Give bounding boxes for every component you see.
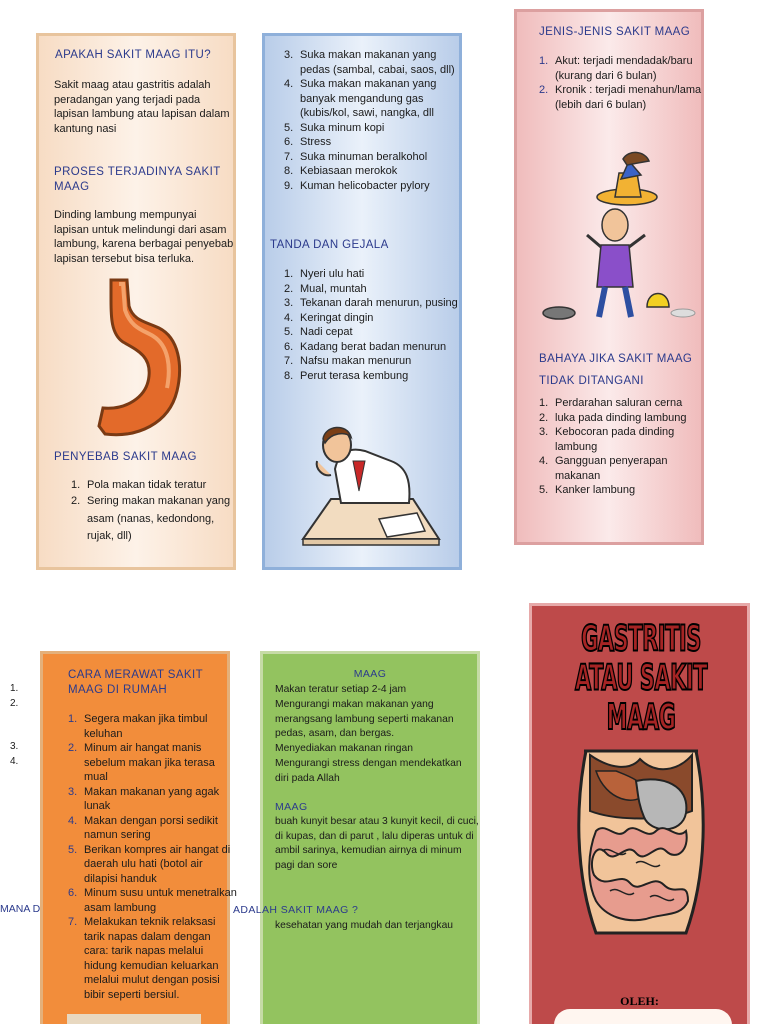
list-item: 1. Perdarahan saluran cerna xyxy=(539,397,683,409)
prevention-line: Mengurangi stress dengan mendekatkan diri pada Allah xyxy=(275,758,462,784)
heading-herbal: MAAG xyxy=(275,801,308,813)
list-item: 4. Suka makan makanan yang banyak mengandung gas (kubis/kol, sawi, nangka, dll xyxy=(284,78,437,119)
list-item: 6. Kadang berat badan menurun xyxy=(284,340,447,353)
heading-home-care-b: MAAG DI RUMAH xyxy=(68,684,168,696)
panel-causes-symptoms xyxy=(262,33,462,570)
margin-heading-fragment: MANA D xyxy=(0,903,41,915)
list-item: 2. Minum air hangat manis sebelum makan jika terasa mual xyxy=(68,742,215,783)
prevention-line: Makan teratur setiap 2-4 jam xyxy=(275,684,407,695)
confused-man-illustration xyxy=(537,147,697,322)
heading-symptoms: TANDA DAN GEJALA xyxy=(270,239,389,251)
dangers-list xyxy=(539,396,704,498)
author-label: OLEH: xyxy=(620,994,659,1008)
list-item: 4. Keringat dingin xyxy=(284,311,374,324)
heading-causes: PENYEBAB SAKIT MAAG xyxy=(54,451,197,463)
list-item: 8. Kebiasaan merokok xyxy=(284,165,398,177)
heading-what-is-maag: APAKAH SAKIT MAAG ITU? xyxy=(55,49,211,61)
margin-number: 3. xyxy=(10,741,19,752)
prevention-line: Menyediakan makanan ringan xyxy=(275,743,413,754)
heading-dangers-a: BAHAYA JIKA SAKIT MAAG xyxy=(539,353,693,365)
author-box xyxy=(554,1009,732,1024)
heading-types: JENIS-JENIS SAKIT MAAG xyxy=(539,26,691,38)
symptoms-list xyxy=(284,267,464,383)
herbal-text: buah kunyit besar atau 3 kunyit kecil, di cuci, di kupas, dan di parut , lalu diperas untuk di ambil sarinya, kemudian airnya di minum pagi dan sore xyxy=(275,816,479,871)
cover-title: GASTRITIS ATAU SAKIT MAAG xyxy=(574,618,708,738)
margin-number: 2. xyxy=(10,698,19,709)
causes-list-1 xyxy=(71,478,231,546)
process-text: Dinding lambung mempunyai lapisan untuk melindungi dari asam lambung, karena berbagai penyebab lapisan tersebut bisa terluka. xyxy=(54,209,234,265)
list-item: 5. Berikan kompres air hangat di daerah ulu hati (botol air dilapisi handuk xyxy=(68,843,231,885)
heading-prevention: MAAG xyxy=(353,668,387,680)
types-list xyxy=(539,54,704,112)
list-item: 1. Pola makan tidak teratur xyxy=(71,479,207,491)
list-item: 6. Minum susu untuk menetralkan asam lambung xyxy=(68,887,237,914)
causes-list-2 xyxy=(284,48,464,193)
heading-process-a: PROSES TERJADINYA SAKIT xyxy=(54,166,221,178)
heading-home-care-a: CARA MERAWAT SAKIT xyxy=(68,669,203,681)
stomach-illustration xyxy=(97,276,183,441)
list-item: 2. Mual, muntah xyxy=(284,282,367,295)
list-item: 2. Sering makan makanan yang asam (nanas, kedondong, rujak, dll) xyxy=(71,495,231,542)
digestive-system-illustration xyxy=(566,741,716,941)
prevention-line: Mengurangi makan makanan yang merangsang lambung seperti makanan pedas, asam, dan bergas. xyxy=(275,699,454,739)
list-item: 4. Makan dengan porsi sedikit namun sering xyxy=(68,814,218,841)
list-item: 3. Tekanan darah menurun, pusing xyxy=(284,297,458,309)
list-item: 5. Nadi cepat xyxy=(284,326,353,338)
list-item: 4. Gangguan penyerapan makanan xyxy=(539,455,668,482)
margin-number: 1. xyxy=(10,683,19,694)
list-item: 3. Suka makan makanan yang pedas (sambal, cabai, saos, dll) xyxy=(284,49,455,76)
list-item: 3. Kebocoran pada dinding lambung xyxy=(539,426,675,453)
heading-question: ADALAH SAKIT MAAG ? xyxy=(233,904,359,916)
list-item: 2. Kronik : terjadi menahun/lama (lebih dari 6 bulan) xyxy=(539,84,702,111)
heading-process-b: MAAG xyxy=(54,181,90,193)
list-item: 1. Segera makan jika timbul keluhan xyxy=(68,713,208,740)
list-item: 7. Melakukan teknik relaksasi tarik napas dalam dengan cara: tarik napas melalui hidung kemudian keluarkan melalui mulut dengan posisi bibir seperti bersiul. xyxy=(68,916,220,1001)
sick-man-illustration xyxy=(295,421,445,553)
panel-home-care xyxy=(40,651,237,1024)
list-item: 1. Akut: terjadi mendadak/baru (kurang dari 6 bulan) xyxy=(539,55,693,82)
list-item: 8. Perut terasa kembung xyxy=(284,369,409,382)
list-item: 7. Nafsu makan menurun xyxy=(284,355,412,367)
list-item: 5. Suka minum kopi xyxy=(284,121,385,134)
margin-number: 4. xyxy=(10,756,19,767)
list-item: 3. Makan makanan yang agak lunak xyxy=(68,785,220,812)
list-item: 5. Kanker lambung xyxy=(539,484,636,496)
list-item: 6. Stress xyxy=(284,136,332,148)
list-item: 7. Suka minuman beralkohol xyxy=(284,150,428,163)
panel-types-dangers xyxy=(514,9,704,545)
photo-strip xyxy=(67,1014,201,1024)
question-text: kesehatan yang mudah dan terjangkau xyxy=(275,920,454,931)
panel-cover xyxy=(529,603,750,1024)
heading-dangers-b: TIDAK DITANGANI xyxy=(539,375,644,387)
list-item: 2. luka pada dinding lambung xyxy=(539,411,687,424)
list-item: 9. Kuman helicobacter pylory xyxy=(284,179,430,192)
definition-text: Sakit maag atau gastritis adalah peradangan yang terjadi pada lapisan lambung atau lapisan dalam kantung nasi xyxy=(54,79,230,135)
panel-what-is-maag xyxy=(36,33,236,570)
panel-prevention xyxy=(233,651,480,1024)
home-care-list xyxy=(68,712,238,1002)
list-item: 1. Nyeri ulu hati xyxy=(284,268,365,280)
